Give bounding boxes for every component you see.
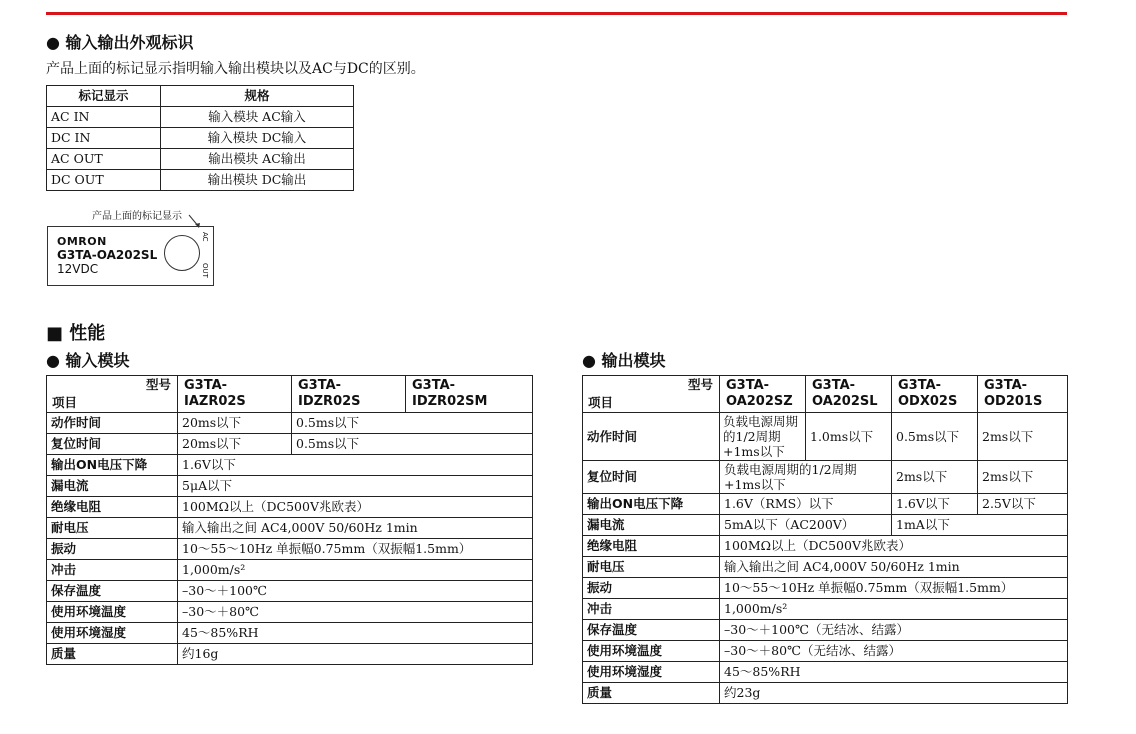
cell-mark: DC IN (47, 128, 161, 149)
corner-header (47, 376, 178, 413)
cell-value: 负载电源周期的1/2周期+1ms以下 (720, 461, 892, 494)
row-label: 使用环境湿度 (583, 662, 720, 683)
mark-out: OUT (201, 263, 209, 278)
row-label: 漏电流 (47, 476, 178, 497)
table-row (583, 578, 1068, 599)
table-row (47, 560, 533, 581)
cell-mark: AC OUT (47, 149, 161, 170)
model-header: G3TA- ODX02S (892, 376, 978, 413)
table-row (583, 620, 1068, 641)
product-label-box (47, 226, 214, 286)
table-row (583, 515, 1068, 536)
row-label: 振动 (47, 539, 178, 560)
cell-value: –30～＋100℃ (178, 581, 533, 602)
section-title-performance: ■ 性能 (46, 323, 106, 344)
corner-item-label: 项目 (588, 395, 614, 410)
row-label: 保存温度 (583, 620, 720, 641)
corner-item-label: 项目 (52, 395, 78, 410)
cell-value: 100MΩ以上（DC500V兆欧表） (178, 497, 533, 518)
table-row (47, 518, 533, 539)
top-red-rule (46, 12, 1067, 15)
cell-value: 1.6V（RMS）以下 (720, 494, 892, 515)
table-row (583, 683, 1068, 704)
cell-value: 输入输出之间 AC4,000V 50/60Hz 1min (178, 518, 533, 539)
cell-value: 10～55～10Hz 单振幅0.75mm（双振幅1.5mm） (720, 578, 1068, 599)
table-row (47, 476, 533, 497)
table-row (47, 539, 533, 560)
row-label: 保存温度 (47, 581, 178, 602)
brand-logo: OMRON (57, 235, 107, 248)
row-label: 耐电压 (47, 518, 178, 539)
row-label: 复位时间 (583, 461, 720, 494)
row-label: 使用环境温度 (583, 641, 720, 662)
cell-value: 约23g (720, 683, 1068, 704)
cell-value: 1,000m/s² (720, 599, 1068, 620)
section-title-marks: ● 输入输出外观标识 (46, 33, 194, 52)
table-row (583, 662, 1068, 683)
model-header: G3TA- OA202SZ (720, 376, 806, 413)
cell-value: –30～＋80℃（无结冰、结露） (720, 641, 1068, 662)
cell-value: 负载电源周期的1/2周期+1ms以下 (720, 413, 806, 461)
row-label: 冲击 (583, 599, 720, 620)
row-label: 复位时间 (47, 434, 178, 455)
cell-mark: DC OUT (47, 170, 161, 191)
row-label: 输出ON电压下降 (47, 455, 178, 476)
cell-value: 0.5ms以下 (892, 413, 978, 461)
section-title-output: ● 输出模块 (582, 351, 666, 370)
table-row (47, 623, 533, 644)
table-row (47, 434, 533, 455)
table-row (47, 107, 354, 128)
cell-value: 2ms以下 (978, 413, 1068, 461)
input-module-table (46, 375, 533, 665)
row-label: 绝缘电阻 (47, 497, 178, 518)
corner-model-label: 型号 (145, 377, 171, 392)
row-label: 动作时间 (47, 413, 178, 434)
cell-value: 5μA以下 (178, 476, 533, 497)
row-label: 输出ON电压下降 (583, 494, 720, 515)
table-header-row (583, 376, 1068, 413)
table-row (47, 128, 354, 149)
cell-value: 0.5ms以下 (292, 413, 533, 434)
cell-value: 输入输出之间 AC4,000V 50/60Hz 1min (720, 557, 1068, 578)
cell-value: 45～85%RH (720, 662, 1068, 683)
table-row (583, 494, 1068, 515)
mark-ac: AC (201, 232, 209, 242)
table-header-row (47, 86, 354, 107)
cell-value: 2ms以下 (892, 461, 978, 494)
cell-value: –30～＋100℃（无结冰、结露） (720, 620, 1068, 641)
cell-value: –30～＋80℃ (178, 602, 533, 623)
cell-value: 1,000m/s² (178, 560, 533, 581)
cell-value: 2.5V以下 (978, 494, 1068, 515)
cell-value: 1.6V以下 (178, 455, 533, 476)
cell-value: 5mA以下（AC200V） (720, 515, 892, 536)
table-row (583, 461, 1068, 494)
product-voltage: 12VDC (57, 262, 99, 276)
table-row (583, 413, 1068, 461)
corner-header (583, 376, 720, 413)
table-row (47, 455, 533, 476)
model-header: G3TA- IDZR02SM (406, 376, 533, 413)
model-header: G3TA- OA202SL (806, 376, 892, 413)
model-header: G3TA- IAZR02S (178, 376, 292, 413)
header-spec: 规格 (161, 86, 354, 107)
cell-spec: 输入模块 DC输入 (161, 128, 354, 149)
row-label: 质量 (583, 683, 720, 704)
model-header: G3TA- OD201S (978, 376, 1068, 413)
table-row (47, 581, 533, 602)
header-mark: 标记显示 (47, 86, 161, 107)
indicator-circle-icon (164, 235, 200, 271)
product-callout-text: 产品上面的标记显示 (92, 211, 182, 222)
table-row (47, 170, 354, 191)
cell-value: 45～85%RH (178, 623, 533, 644)
row-label: 冲击 (47, 560, 178, 581)
row-label: 振动 (583, 578, 720, 599)
section-intro: 产品上面的标记显示指明输入输出模块以及AC与DC的区别。 (46, 61, 425, 77)
table-row (583, 599, 1068, 620)
table-row (583, 536, 1068, 557)
cell-value: 0.5ms以下 (292, 434, 533, 455)
marks-table (46, 85, 354, 191)
table-row (47, 149, 354, 170)
cell-spec: 输入模块 AC输入 (161, 107, 354, 128)
cell-value: 2ms以下 (978, 461, 1068, 494)
row-label: 使用环境湿度 (47, 623, 178, 644)
row-label: 使用环境温度 (47, 602, 178, 623)
cell-value: 约16g (178, 644, 533, 665)
table-row (47, 497, 533, 518)
cell-value: 1.0ms以下 (806, 413, 892, 461)
table-row (583, 557, 1068, 578)
section-title-input: ● 输入模块 (46, 351, 130, 370)
row-label: 动作时间 (583, 413, 720, 461)
table-header-row (47, 376, 533, 413)
cell-spec: 输出模块 DC输出 (161, 170, 354, 191)
cell-mark: AC IN (47, 107, 161, 128)
table-row (583, 641, 1068, 662)
table-row (47, 602, 533, 623)
cell-value: 100MΩ以上（DC500V兆欧表） (720, 536, 1068, 557)
cell-spec: 输出模块 AC输出 (161, 149, 354, 170)
corner-model-label: 型号 (687, 377, 713, 392)
model-header: G3TA- IDZR02S (292, 376, 406, 413)
cell-value: 20ms以下 (178, 434, 292, 455)
cell-value: 20ms以下 (178, 413, 292, 434)
cell-value: 10～55～10Hz 单振幅0.75mm（双振幅1.5mm） (178, 539, 533, 560)
table-row (47, 413, 533, 434)
output-module-table (582, 375, 1068, 704)
cell-value: 1.6V以下 (892, 494, 978, 515)
row-label: 耐电压 (583, 557, 720, 578)
product-model: G3TA-OA202SL (57, 248, 158, 262)
row-label: 质量 (47, 644, 178, 665)
row-label: 绝缘电阻 (583, 536, 720, 557)
row-label: 漏电流 (583, 515, 720, 536)
table-row (47, 644, 533, 665)
cell-value: 1mA以下 (892, 515, 1068, 536)
